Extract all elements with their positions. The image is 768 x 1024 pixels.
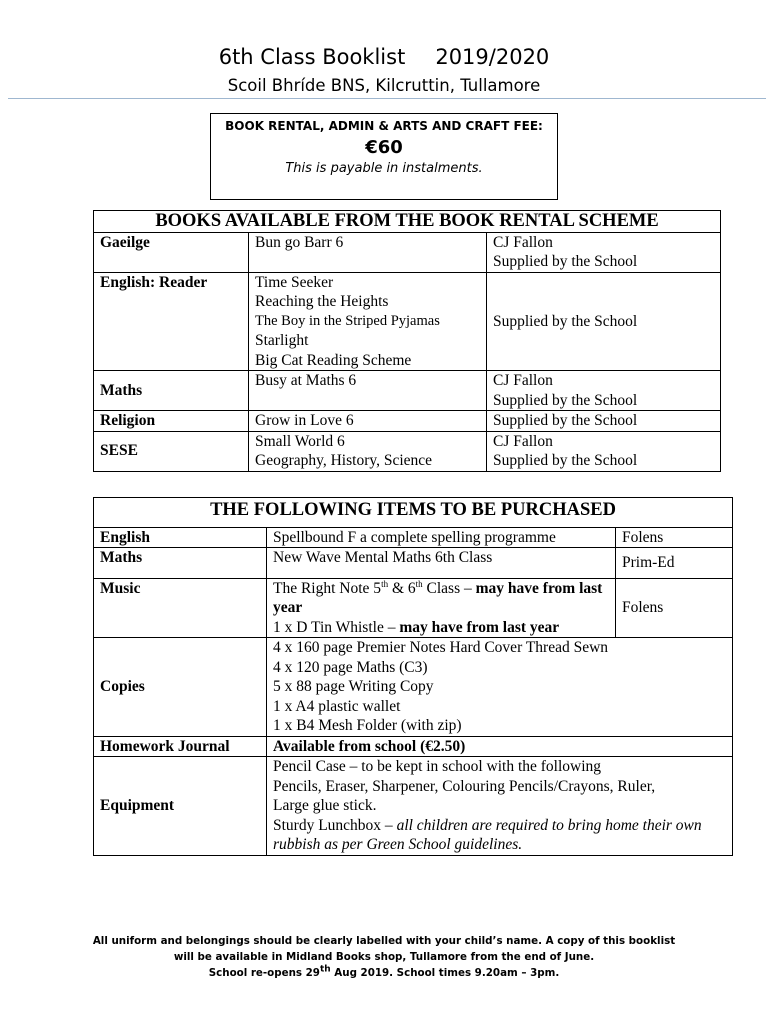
footer-line: School re-opens 29th Aug 2019. School times 9.20am – 3pm. — [208, 964, 560, 979]
table-row — [94, 371, 721, 411]
supplier-cell: CJ Fallon Supplied by the School — [487, 431, 721, 471]
book-rental-table — [93, 210, 721, 472]
item-cell: Pencil Case – to be kept in school with the following Pencils, Eraser, Sharpener, Colouring Pencils/Crayons, Ruler, Large glue stick. Sturdy Lunchbox – all children are required to bring home their own rubbish as per Green School guidelines. — [267, 757, 733, 856]
subject-cell: SESE — [94, 431, 249, 471]
supplier-cell: CJ Fallon Supplied by the School — [487, 232, 721, 272]
supplier-cell: Supplied by the School — [487, 272, 721, 371]
subject-cell: Copies — [94, 638, 267, 737]
supplier-cell: CJ Fallon Supplied by the School — [487, 371, 721, 411]
table-row — [94, 527, 733, 548]
books-cell: Small World 6 Geography, History, Science — [249, 431, 487, 471]
table-row — [94, 548, 733, 579]
item-cell: The Right Note 5th & 6th Class – may have from last year 1 x D Tin Whistle – may have from last year — [267, 578, 616, 638]
books-cell: Bun go Barr 6 — [249, 232, 487, 272]
subject-cell: Music — [94, 578, 267, 638]
publisher-cell: Folens — [616, 578, 733, 638]
subject-cell: Maths — [94, 548, 267, 579]
table-row — [94, 578, 733, 638]
publisher-cell: Folens — [616, 527, 733, 548]
table-row — [94, 638, 733, 737]
books-cell: Grow in Love 6 — [249, 411, 487, 432]
fee-box — [210, 113, 558, 200]
table-row — [94, 736, 733, 757]
supplier-cell: Supplied by the School — [487, 411, 721, 432]
subject-cell: English — [94, 527, 267, 548]
item-cell: Spellbound F a complete spelling programme — [267, 527, 616, 548]
table-row — [94, 757, 733, 856]
table-header-row — [94, 498, 733, 528]
table-row — [94, 272, 721, 371]
rental-heading: BOOKS AVAILABLE FROM THE BOOK RENTAL SCHEME — [94, 211, 721, 233]
school-year: 2019/2020 — [435, 45, 550, 69]
fee-label: BOOK RENTAL, ADMIN & ARTS AND CRAFT FEE: — [225, 119, 543, 133]
subject-cell: Homework Journal — [94, 736, 267, 757]
subject-cell: Gaeilge — [94, 232, 249, 272]
subject-cell: Equipment — [94, 757, 267, 856]
table-header-row — [94, 211, 721, 233]
footer-notes — [0, 933, 768, 981]
table-row — [94, 232, 721, 272]
footer-line: will be available in Midland Books shop, Tullamore from the end of June. — [173, 951, 595, 963]
subject-cell: Maths — [94, 371, 249, 411]
school-name: Scoil Bhríde BNS, Kilcruttin, Tullamore — [227, 76, 541, 95]
table-row — [94, 411, 721, 432]
header-divider — [8, 98, 766, 99]
item-cell: 4 x 160 page Premier Notes Hard Cover Thread Sewn 4 x 120 page Maths (C3) 5 x 88 page Writing Copy 1 x A4 plastic wallet 1 x B4 Mesh Folder (with zip) — [267, 638, 733, 737]
subject-cell: Religion — [94, 411, 249, 432]
publisher-cell: Prim-Ed — [616, 548, 733, 579]
item-cell: Available from school (€2.50) — [267, 736, 733, 757]
item-cell: New Wave Mental Maths 6th Class — [267, 548, 616, 579]
booklist-title: 6th Class Booklist — [218, 45, 406, 69]
books-cell: Busy at Maths 6 — [249, 371, 487, 411]
footer-line: All uniform and belongings should be clearly labelled with your child’s name. A copy of this booklist — [92, 935, 676, 947]
subject-cell: English: Reader — [94, 272, 249, 371]
fee-amount: €60 — [365, 137, 403, 158]
purchase-table — [93, 497, 733, 856]
books-cell: Time Seeker Reaching the Heights The Boy in the Striped Pyjamas Starlight Big Cat Reading Scheme — [249, 272, 487, 371]
table-row — [94, 431, 721, 471]
purchase-heading: THE FOLLOWING ITEMS TO BE PURCHASED — [94, 498, 733, 528]
fee-note: This is payable in instalments. — [285, 161, 483, 176]
page-title — [0, 44, 768, 70]
